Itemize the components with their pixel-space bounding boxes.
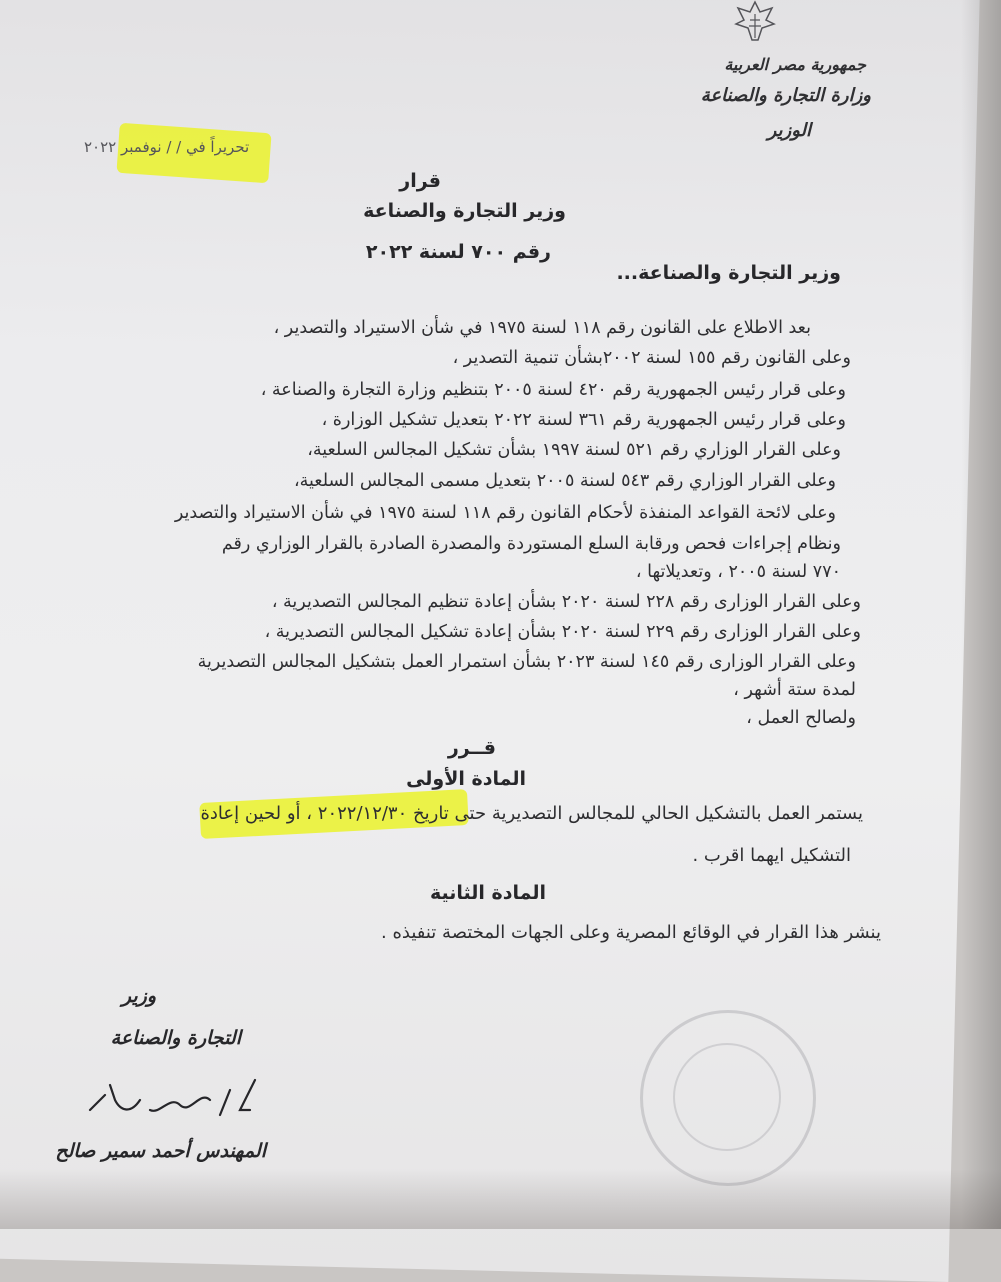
article1-line1: يستمر العمل بالتشكيل الحالي للمجالس التصديرية حتى تاريخ ٢٠٢٢/١٢/٣٠ ، أو لحين إعادة: [200, 803, 863, 824]
eagle-emblem-icon: [730, 0, 780, 42]
page-shadow-right: [961, 0, 1001, 1229]
preamble-title: وزير التجارة والصناعة...: [616, 262, 841, 284]
date-note: تحريراً في / / نوفمبر ٢٠٢٢: [84, 138, 250, 156]
signature-title-2: التجارة والصناعة: [110, 1027, 241, 1049]
recital-line-13: لمدة ستة أشهر ،: [733, 680, 856, 700]
recital-line-10: وعلى القرار الوزارى رقم ٢٢٨ لسنة ٢٠٢٠ بشأن إعادة تنظيم المجالس التصديرية ،: [271, 592, 861, 612]
recital-line-5: وعلى القرار الوزاري رقم ٥٢١ لسنة ١٩٩٧ بشأن تشكيل المجالس السلعية،: [307, 440, 841, 460]
handwritten-signature-icon: [60, 1070, 280, 1130]
recital-line-11: وعلى القرار الوزارى رقم ٢٢٩ لسنة ٢٠٢٠ بشأن إعادة تشكيل المجالس التصديرية ،: [264, 622, 861, 642]
page-shadow-bottom: [0, 1169, 1001, 1229]
letterhead-minister: الوزير: [767, 120, 811, 141]
decree-issuer: وزير التجارة والصناعة: [363, 200, 566, 222]
recital-line-12: وعلى القرار الوزارى رقم ١٤٥ لسنة ٢٠٢٣ بشأن استمرار العمل بتشكيل المجالس التصديرية: [197, 652, 856, 672]
recital-line-9: ٧٧٠ لسنة ٢٠٠٥ ، وتعديلاتها ،: [635, 562, 841, 582]
article2-line1: ينشر هذا القرار في الوقائع المصرية وعلى الجهات المختصة تنفيذه .: [381, 922, 881, 943]
recital-line-7: وعلى لائحة القواعد المنفذة لأحكام القانون رقم ١١٨ لسنة ١٩٧٥ في شأن الاستيراد والتصدير: [174, 503, 836, 523]
official-stamp-icon: [640, 1010, 816, 1186]
article1-line2: التشكيل ايهما اقرب .: [692, 845, 851, 866]
article1-title: المادة الأولى: [406, 768, 526, 790]
decision-word: قــرر: [447, 737, 496, 759]
letterhead-country: جمهورية مصر العربية: [724, 55, 866, 74]
decree-number: رقم ٧٠٠ لسنة ٢٠٢٢: [365, 241, 551, 263]
recital-line-14: ولصالح العمل ،: [746, 708, 856, 728]
recital-line-6: وعلى القرار الوزاري رقم ٥٤٣ لسنة ٢٠٠٥ بتعديل مسمى المجالس السلعية،: [293, 471, 836, 491]
recital-line-4: وعلى قرار رئيس الجمهورية رقم ٣٦١ لسنة ٢٠٢٢ بتعديل تشكيل الوزارة ،: [321, 410, 846, 430]
recital-line-8: ونظام إجراءات فحص ورقابة السلع المستوردة والمصدرة الصادرة بالقرار الوزاري رقم: [221, 534, 841, 554]
signature-title-1: وزير: [121, 985, 156, 1007]
signatory-name: المهندس أحمد سمير صالح: [55, 1140, 266, 1162]
letterhead-ministry: وزارة التجارة والصناعة: [700, 85, 871, 106]
recital-line-1: بعد الاطلاع على القانون رقم ١١٨ لسنة ١٩٧٥ في شأن الاستيراد والتصدير ،: [273, 318, 811, 338]
recital-line-3: وعلى قرار رئيس الجمهورية رقم ٤٢٠ لسنة ٢٠٠٥ بتنظيم وزارة التجارة والصناعة ،: [260, 380, 846, 400]
decree-word: قرار: [399, 170, 441, 192]
recital-line-2: وعلى القانون رقم ١٥٥ لسنة ٢٠٠٢بشأن تنمية التصدير ،: [452, 348, 851, 368]
article2-title: المادة الثانية: [429, 882, 546, 904]
